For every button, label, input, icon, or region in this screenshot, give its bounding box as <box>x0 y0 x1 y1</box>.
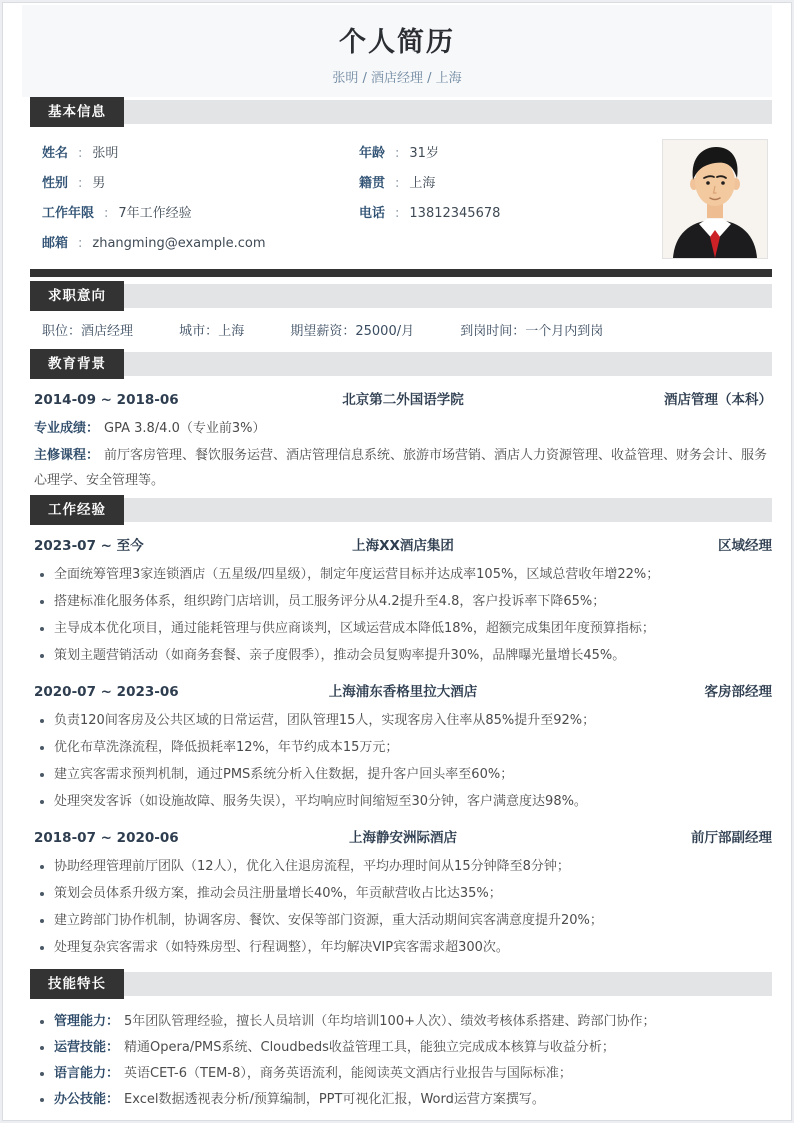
info-row-phone <box>359 199 500 229</box>
work-bullet <box>34 734 772 761</box>
skill-item-language <box>34 1061 772 1087</box>
bullet-dot-icon <box>40 919 44 923</box>
field-label: 邮箱 <box>42 236 69 251</box>
courses-label: 主修课程： <box>34 448 100 463</box>
skills-block <box>22 1009 772 1113</box>
work-period: 2023-07 ~ 至今 <box>34 538 144 554</box>
field-label: 姓名 <box>42 146 69 161</box>
work-bullet <box>34 880 772 907</box>
bullet-dot-icon <box>40 1072 44 1076</box>
info-row-hometown <box>359 169 500 199</box>
skill-text <box>54 1035 615 1061</box>
bullet-dot-icon <box>40 719 44 723</box>
bullet-text: 建立宾客需求预判机制，通过PMS系统分析入住数据，提升客户回头率至60%； <box>54 767 514 782</box>
basic-info-right-column <box>359 139 500 229</box>
work-bullet-list <box>34 561 772 669</box>
work-bullet-list <box>34 853 772 961</box>
work-entry-head <box>34 683 772 701</box>
field-value: zhangming@example.com <box>92 236 266 251</box>
bullet-dot-icon <box>40 627 44 631</box>
section-bar <box>30 498 772 522</box>
education-degree: 酒店管理（本科） <box>664 392 772 408</box>
education-entry-head <box>34 391 772 409</box>
section-tab-work: 工作经验 <box>30 495 124 525</box>
skill-text <box>54 1009 656 1035</box>
bullet-dot-icon <box>40 1098 44 1102</box>
field-label: 工作年限 <box>42 206 95 221</box>
work-entry-3 <box>22 829 772 961</box>
bullet-text: 策划会员体系升级方案，推动会员注册量增长40%，年贡献营收占比达35%； <box>54 886 502 901</box>
field-value: 男 <box>92 176 106 191</box>
work-company: 上海XX酒店集团 <box>352 538 454 554</box>
section-head-basic <box>30 97 772 127</box>
section-tab-basic: 基本信息 <box>30 97 124 127</box>
colon: : <box>78 236 83 251</box>
skill-desc: 精通Opera/PMS系统、Cloudbeds收益管理工具，能独立完成成本核算与收益分析； <box>124 1040 615 1055</box>
bullet-text: 负责120间客房及公共区域的日常运营，团队管理15人，实现客房入住率从85%提升至92%； <box>54 713 596 728</box>
intent-label: 城市： <box>179 324 219 339</box>
intent-value: 上海 <box>218 324 245 339</box>
field-label: 电话 <box>359 206 386 221</box>
field-label: 性别 <box>42 176 69 191</box>
job-intent-row <box>42 319 772 345</box>
work-bullet <box>34 907 772 934</box>
section-bar <box>30 972 772 996</box>
skill-item-management <box>34 1009 772 1035</box>
work-bullet-list <box>34 707 772 815</box>
work-role: 前厅部副经理 <box>691 830 772 846</box>
section-tab-skills: 技能特长 <box>30 969 124 999</box>
bullet-dot-icon <box>40 600 44 604</box>
gpa-value: GPA 3.8/4.0（专业前3%） <box>104 421 266 436</box>
skill-text <box>54 1087 545 1113</box>
intent-value: 一个月内到岗 <box>525 324 604 339</box>
section-divider <box>30 269 772 277</box>
work-bullet <box>34 707 772 734</box>
field-label: 籍贯 <box>359 176 386 191</box>
work-role: 区域经理 <box>718 538 772 554</box>
bullet-dot-icon <box>40 865 44 869</box>
section-head-skills <box>30 969 772 999</box>
work-bullet <box>34 853 772 880</box>
education-period: 2014-09 ~ 2018-06 <box>34 392 179 408</box>
bullet-text: 策划主题营销活动（如商务套餐、亲子度假季），推动会员复购率提升30%，品牌曝光量增长45%。 <box>54 648 626 663</box>
work-bullet <box>34 788 772 815</box>
bullet-dot-icon <box>40 1020 44 1024</box>
bullet-dot-icon <box>40 800 44 804</box>
work-role: 客房部经理 <box>704 684 772 700</box>
section-bar <box>30 100 772 124</box>
colon: : <box>395 176 400 191</box>
bullet-text: 协助经理管理前厅团队（12人），优化入住退房流程，平均办理时间从15分钟降至8分钟； <box>54 859 570 874</box>
bullet-dot-icon <box>40 773 44 777</box>
skill-desc: 5年团队管理经验，擅长人员培训（年均培训100+人次）、绩效考核体系搭建、跨部门协作； <box>124 1014 656 1029</box>
courses-text: 前厅客房管理、餐饮服务运营、酒店管理信息系统、旅游市场营销、酒店人力资源管理、收益管理、财务会计、服务心理学、安全管理等。 <box>34 448 768 488</box>
intent-item-availability <box>460 324 603 339</box>
skill-desc: Excel数据透视表分析/预算编制，PPT可视化汇报，Word运营方案撰写。 <box>124 1092 545 1107</box>
skill-desc: 英语CET-6（TEM-8），商务英语流利，能阅读英文酒店行业报告与国际标准； <box>124 1066 572 1081</box>
bullet-text: 处理突发客诉（如设施故障、服务失误），平均响应时间缩短至30分钟，客户满意度达98%。 <box>54 794 587 809</box>
skill-item-office <box>34 1087 772 1113</box>
section-head-education <box>30 349 772 379</box>
bullet-text: 优化布草洗涤流程，降低损耗率12%，年节约成本15万元； <box>54 740 399 755</box>
work-bullet <box>34 934 772 961</box>
intent-item-position <box>42 324 133 339</box>
bullet-text: 建立跨部门协作机制，协调客房、餐饮、安保等部门资源，重大活动期间宾客满意度提升20%； <box>54 913 603 928</box>
colon: : <box>78 176 83 191</box>
resume-header <box>22 5 772 97</box>
skill-item-operations <box>34 1035 772 1061</box>
intent-label: 期望薪资： <box>290 324 356 339</box>
page-subtitle: 张明 / 酒店经理 / 上海 <box>332 71 462 86</box>
basic-info-block <box>42 139 772 259</box>
bullet-dot-icon <box>40 946 44 950</box>
skill-text <box>54 1061 572 1087</box>
section-head-work <box>30 495 772 525</box>
section-bar <box>30 352 772 376</box>
bullet-dot-icon <box>40 892 44 896</box>
work-entry-1 <box>22 537 772 669</box>
bullet-dot-icon <box>40 573 44 577</box>
colon: : <box>78 146 83 161</box>
skill-label: 管理能力： <box>54 1014 120 1029</box>
colon: : <box>104 206 109 221</box>
portrait-photo-illustration <box>663 140 767 258</box>
intent-item-salary <box>290 324 414 339</box>
page-title: 个人简历 <box>339 27 455 58</box>
bullet-dot-icon <box>40 654 44 658</box>
field-value: 7年工作经验 <box>118 206 192 221</box>
field-value: 13812345678 <box>409 206 501 221</box>
bullet-text: 全面统筹管理3家连锁酒店（五星级/四星级），制定年度运营目标并达成率105%，区域总营收年增22%； <box>54 567 660 582</box>
bullet-text: 主导成本优化项目，通过能耗管理与供应商谈判，区域运营成本降低18%，超额完成集团年度预算指标； <box>54 621 655 636</box>
info-row-age <box>359 139 500 169</box>
work-period: 2020-07 ~ 2023-06 <box>34 684 179 700</box>
section-tab-education: 教育背景 <box>30 349 124 379</box>
work-company: 上海静安洲际酒店 <box>349 830 457 846</box>
field-value: 31岁 <box>409 146 439 161</box>
work-entry-2 <box>22 683 772 815</box>
work-company: 上海浦东香格里拉大酒店 <box>328 684 478 700</box>
work-bullet <box>34 642 772 669</box>
section-bar <box>30 284 772 308</box>
bullet-text: 处理复杂宾客需求（如特殊房型、行程调整），年均解决VIP宾客需求超300次。 <box>54 940 509 955</box>
gpa-label: 专业成绩： <box>34 421 100 436</box>
work-entry-head <box>34 829 772 847</box>
work-bullet <box>34 588 772 615</box>
education-entry <box>22 391 772 493</box>
intent-value: 25000/月 <box>355 324 415 339</box>
bullet-dot-icon <box>40 746 44 750</box>
section-head-intent <box>30 281 772 311</box>
field-value: 张明 <box>92 146 119 161</box>
skills-bullet-list <box>34 1009 772 1113</box>
intent-value: 酒店经理 <box>81 324 134 339</box>
colon: : <box>395 146 400 161</box>
work-entry-head <box>34 537 772 555</box>
intent-label: 到岗时间： <box>460 324 526 339</box>
intent-item-city <box>179 324 244 339</box>
section-tab-intent: 求职意向 <box>30 281 124 311</box>
work-bullet <box>34 761 772 788</box>
portrait-photo <box>662 139 768 259</box>
education-school: 北京第二外国语学院 <box>342 392 464 408</box>
work-bullet <box>34 615 772 642</box>
resume-card <box>2 2 792 1121</box>
skill-label: 语言能力： <box>54 1066 120 1081</box>
intent-label: 职位： <box>42 324 82 339</box>
field-value: 上海 <box>409 176 436 191</box>
education-gpa-line <box>34 419 772 438</box>
skill-label: 办公技能： <box>54 1092 120 1107</box>
field-label: 年龄 <box>359 146 386 161</box>
skill-label: 运营技能： <box>54 1040 120 1055</box>
colon: : <box>395 206 400 221</box>
bullet-text: 搭建标准化服务体系，组织跨门店培训，员工服务评分从4.2提升至4.8，客户投诉率下降65%； <box>54 594 606 609</box>
bullet-dot-icon <box>40 1046 44 1050</box>
education-courses-line <box>34 443 772 493</box>
work-period: 2018-07 ~ 2020-06 <box>34 830 179 846</box>
work-bullet <box>34 561 772 588</box>
